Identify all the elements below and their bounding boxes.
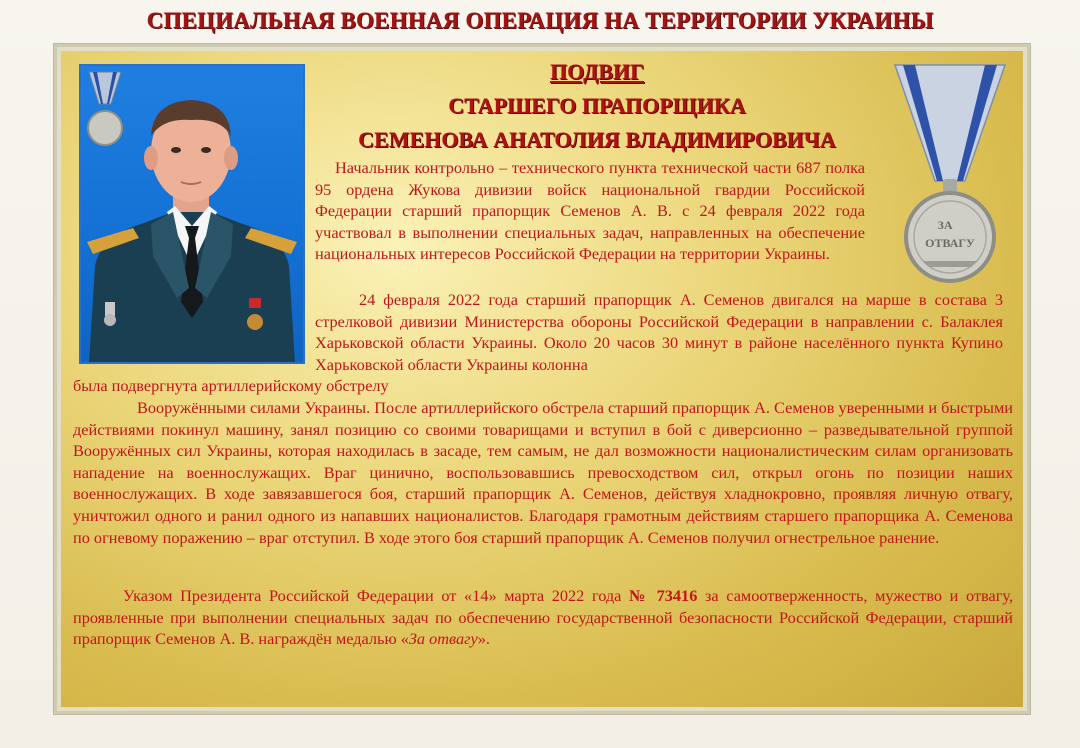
decree-text-a: Указом Президента Российской Федерации от «14» марта 2022 года	[123, 586, 630, 605]
medal-inscription-top: ЗА	[937, 218, 953, 232]
content-panel	[54, 44, 1030, 714]
paragraph-3: была подвергнута артиллерийскому обстрелу	[73, 376, 389, 395]
heading-line-2: СТАРШЕГО ПРАПОРЩИКА	[448, 93, 746, 118]
paragraph-5	[73, 585, 1013, 650]
page-title: СПЕЦИАЛЬНАЯ ВОЕННАЯ ОПЕРАЦИЯ НА ТЕРРИТОРИИ УКРАИНЫ	[146, 8, 934, 33]
paragraph-1: Начальник контрольно – технического пункта технической части 687 полка 95 ордена Жукова дивизии войск национальной гвардии Российской Федерации старший прапорщик Семенов А. В. с 24 февраля 2022 года участвовал в выполнении специальных задач, направленных на обеспечение национальных интересов Российской Федерации на территории Украины.	[315, 158, 865, 264]
decree-text-e: ».	[477, 629, 490, 649]
decree-number: № 73416	[629, 586, 698, 605]
paragraph-4: Вооружёнными силами Украины. После артиллерийского обстрела старший прапорщик А. Семенов уверенными и быстрыми действиями покинул машину, занял позицию со своими товарищами и вступил в бой с диверсионно – разведывательной группой Вооружённых сил Украины, которая находилась в засаде, тем самым, не дал возможности националистическим силам организовать нападение на военнослужащих. Враг цинично, воспользовавшись превосходством сил, открыл огонь по позиции наших военнослужащих. В ходе завязавшегося боя, старший прапорщик А. Семенов, действуя хладнокровно, проявляя личную отвагу, уничтожил одного и ранил одного из напавших националистов. Благодаря грамотным действиям старшего прапорщика А. Семенова по огневому поражению – враг отступил. В ходе этого боя старший прапорщик А. Семенов получил огнестрельное ранение.	[73, 398, 1013, 547]
decree-text-c: за самоотверженность, мужество и отвагу, проявленные при выполнении специальных задач по обеспечению государственной безопасности Российской Федерации, старший прапорщик Семенов А. В. награждён медалью «	[73, 586, 1014, 649]
heading-line-1: ПОДВИГ	[549, 59, 645, 84]
medal-inscription-bottom: ОТВАГУ	[925, 236, 975, 250]
medal-name: За отвагу	[408, 629, 478, 649]
small-medal-icon	[85, 70, 125, 148]
heading-line-3: СЕМЕНОВА АНАТОЛИЯ ВЛАДИМИРОВИЧА	[358, 127, 836, 152]
medal-za-otvagu-icon	[885, 61, 1015, 289]
paragraph-2: 24 февраля 2022 года старший прапорщик А. Семенов двигался на марше в состава 3 стрелковой дивизии Министерства обороны Российской Федерации в направлении с. Балаклея Харьковской области Украины. Около 20 часов 30 минут в районе населённого пункта Купино Харьковской области Украины колонна	[315, 290, 1003, 374]
